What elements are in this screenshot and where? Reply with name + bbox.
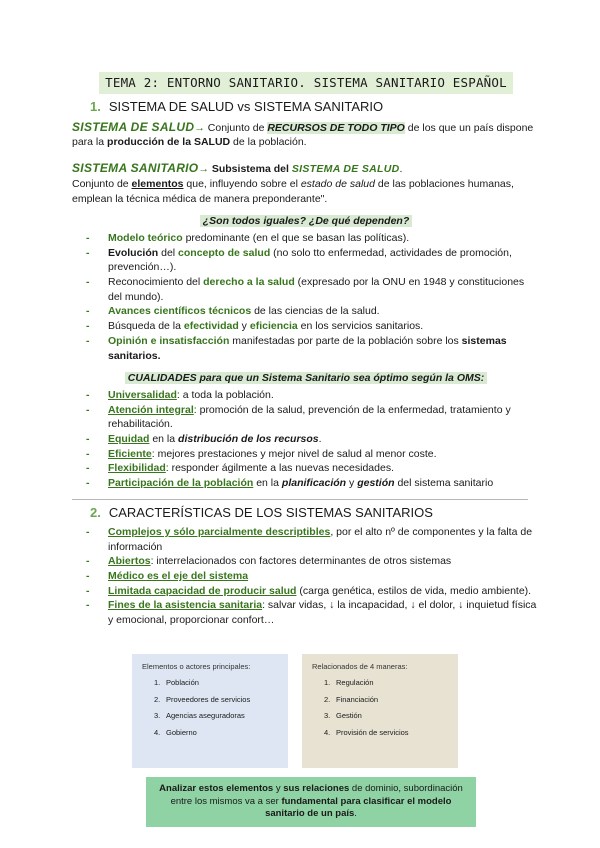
relations-box [302,654,458,768]
section-divider [72,499,528,500]
list-item: - Complejos y sólo parcialmente descriptibles, por el alto nº de componentes y la falta de información [86,525,540,554]
list-item: - Atención integral: promoción de la salud, prevención de la enfermedad, tratamiento y rehabilitación. [86,403,540,432]
definition-sistema-sanitario [72,160,540,206]
def2-line-e: de las poblaciones humanas, emplean la técnica médica de manera preponderante". [72,177,514,205]
info-boxes [132,654,540,768]
relations-list [324,678,448,738]
elements-list [154,678,278,738]
arrow-right-icon: → [198,163,209,176]
list-item: - Evolución del concepto de salud (no solo tto enfermedad, actividades de promoción, prevención…). [86,246,540,275]
def2-line-d: estado de salud [300,177,375,190]
arrow-right-icon: → [194,121,205,134]
def2-text-c: . [399,163,403,176]
def2-term-salud: SISTEMA DE SALUD [291,163,400,176]
list-item: - Modelo teórico predominante (en el que se basan las políticas). [86,231,540,246]
list-item: - Flexibilidad: responder ágilmente a las nuevas necesidades. [86,461,540,476]
list-item: - Equidad en la distribución de los recursos. [86,432,540,447]
list-item: 2. Financiación [324,694,379,704]
list-item: 3. Agencias aseguradoras [154,711,245,721]
list-item: 4. Provisión de servicios [324,727,409,737]
def1-text-c: producción de la SALUD [107,136,231,149]
note-f: . [354,808,357,820]
list-item: 2. Proveedores de servicios [154,694,251,704]
note-c: sus relaciones [283,782,350,794]
def2-line-b: elementos [131,177,184,190]
def1-text-b: de los que un país dispone para la [72,121,534,149]
def1-text-a: Conjunto de [204,121,268,134]
factors-list [86,231,540,363]
list-item: - Fines de la asistencia sanitaria: salvar vidas, ↓ la incapacidad, ↓ el dolor, ↓ inquietud física y emocional, proporcionar confort… [86,598,540,627]
elements-box-title: Elementos o actores principales: [142,661,251,671]
term-sistema-salud: SISTEMA DE SALUD [72,119,195,134]
section-1-title: SISTEMA DE SALUD vs SISTEMA SANITARIO [108,98,384,114]
qualities-list [86,388,540,491]
note-a: Analizar estos elementos [159,782,274,794]
list-item: - Participación de la población en la planificación y gestión del sistema sanitario [86,476,540,491]
list-item: - Eficiente: mejores prestaciones y mejor nivel de salud al menor coste. [86,447,540,462]
def2-line-a: Conjunto de [72,177,132,190]
list-item: - Limitada capacidad de producir salud (carga genética, estilos de vida, medio ambiente). [86,584,540,599]
qualities-title: CUALIDADES para que un Sistema Sanitario sea óptimo según la OMS: [125,372,487,384]
def2-text-a: Subsistema del [208,163,292,176]
section-2-heading [90,504,540,522]
section-1-number: 1. [90,98,101,114]
def1-text-d: de la población. [230,136,307,149]
list-item: - Reconocimiento del derecho a la salud (expresado por la ONU en 1948 y constituciones del mundo). [86,275,540,304]
note-d: de dominio, subordinación entre los mismos va a ser [170,782,463,807]
section-1-heading [90,98,540,116]
relations-box-title: Relacionados de 4 maneras: [312,661,408,671]
list-item: 1. Población [154,678,199,688]
qualities-heading [72,371,540,386]
section-2-title: CARACTERÍSTICAS DE LOS SISTEMAS SANITARIOS [108,504,433,520]
list-item: - Avances científicos técnicos de las ciencias de la salud. [86,304,540,319]
definition-sistema-salud [72,119,540,150]
def1-highlight: RECURSOS DE TODO TIPO [267,121,405,134]
bottom-note [146,777,476,827]
list-item: - Universalidad: a toda la población. [86,388,540,403]
list-item: 3. Gestión [324,711,362,721]
question-text: ¿Son todos iguales? ¿De qué dependen? [200,215,413,227]
page-title: TEMA 2: ENTORNO SANITARIO. SISTEMA SANITARIO ESPAÑOL [99,72,513,94]
section-2-number: 2. [90,504,101,520]
def2-line-c: que, influyendo sobre el [183,177,301,190]
term-sistema-sanitario: SISTEMA SANITARIO [72,161,199,176]
list-item: - Abiertos: interrelacionados con factores determinantes de otros sistemas [86,554,540,569]
elements-box [132,654,288,768]
list-item: - Opinión e insatisfacción manifestadas por parte de la población sobre los sistemas sanitarios. [86,334,540,363]
list-item: - Búsqueda de la efectividad y eficiencia en los servicios sanitarios. [86,319,540,334]
note-e: fundamental para clasificar el modelo sanitario de un país [265,795,452,820]
note-b: y [273,782,284,794]
list-item: 4. Gobierno [154,727,197,737]
characteristics-list [86,525,540,628]
title-wrap [72,0,540,94]
list-item: 1. Regulación [324,678,374,688]
list-item: - Médico es el eje del sistema [86,569,540,584]
question-heading [72,214,540,229]
